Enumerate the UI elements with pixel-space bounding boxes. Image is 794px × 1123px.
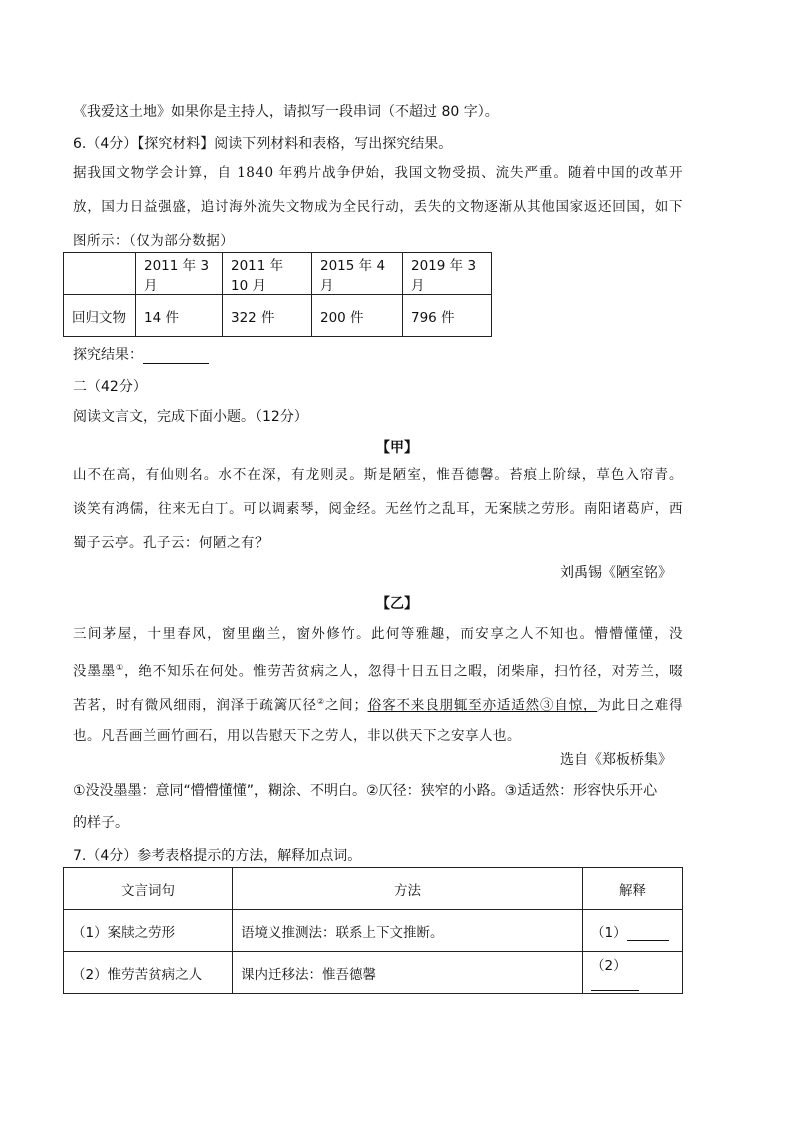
passage-line: 谈笑有鸿儒，往来无白丁。可以调素琴，阅金经。无丝竹之乱耳，无案牍之劳形。南阳诸葛庐，西	[73, 501, 683, 517]
table-cell: 322 件	[223, 295, 312, 337]
table-header-cell: 2019 年 3 月	[403, 253, 492, 295]
table-header-cell: 2011 年 10 月	[223, 253, 312, 295]
passage-jia-source: 刘禹锡《陋室铭》	[560, 565, 672, 581]
table-cell: （1）案牍之劳形	[64, 910, 233, 952]
table-header-cell: 2011 年 3 月	[136, 253, 223, 295]
footnote-marker: ②	[316, 697, 325, 706]
answer-blank[interactable]	[591, 974, 639, 991]
material-line: 据我国文物学会计算，自 1840 年鸦片战争伊始，我国文物受损、流失严重。随着中国的改革开	[73, 165, 683, 181]
answer-cell[interactable]: （1）	[583, 910, 683, 952]
table-header-cell: 方法	[233, 868, 583, 910]
table-cell: 796 件	[403, 295, 492, 337]
result-label: 探究结果：	[73, 347, 143, 363]
artifact-return-table	[63, 252, 492, 337]
passage-jia-title: 【甲】	[376, 440, 418, 456]
table-row-label: 回归文物	[64, 295, 136, 337]
table-header-cell: 解释	[583, 868, 683, 910]
passage-jia	[73, 458, 683, 560]
answer-cell[interactable]: （2）	[583, 952, 683, 994]
passage-yi-title: 【乙】	[376, 596, 418, 612]
passage-line: 山不在高，有仙则名。水不在深，有龙则灵。斯是陋室，惟吾德馨。苔痕上阶绿，草色入帘青。	[73, 467, 683, 483]
passage-line: 三间茅屋，十里春风，窗里幽兰，窗外修竹。此何等雅趣，而安享之人不知也。懵懵懂懂，没	[73, 626, 683, 642]
question-6-heading: 6.（4分）【探究材料】阅读下列材料和表格，写出探究结果。	[73, 136, 453, 152]
passage-yi	[73, 617, 683, 753]
table-header-cell: 文言词句	[64, 868, 233, 910]
passage-line: 蜀子云亭。孔子云：何陋之有？	[73, 535, 269, 551]
table-cell: 课内迁移法：惟吾德馨	[233, 952, 583, 994]
passage-line: 也。凡吾画兰画竹画石，用以告慰天下之劳人，非以供天下之安享人也。	[73, 728, 521, 744]
word-explanation-table	[63, 867, 683, 994]
footnote-marker: ①	[116, 663, 125, 672]
section-2-title: 二（42分）	[73, 379, 147, 395]
previous-question-tail: 《我爱这土地》如果你是主持人，请拟写一段串词（不超过 80 字）。	[73, 104, 499, 120]
question-7-heading: 7.（4分）参考表格提示的方法，解释加点词。	[73, 848, 362, 864]
table-header-cell: 2015 年 4 月	[312, 253, 403, 295]
passage-line: 苦茗，时有微风细雨，润泽于疏篱仄径②之间；俗客不来良朋辄至亦适适然③自惊，为此日之难得	[73, 697, 684, 714]
table-cell: （2）惟劳苦贫病之人	[64, 952, 233, 994]
passage-yi-source: 选自《郑板桥集》	[560, 752, 672, 768]
table-cell: 200 件	[312, 295, 403, 337]
underlined-sentence: 俗客不来良朋辄至亦适适然③自惊，	[367, 697, 598, 714]
material-line: 放，国力日益强盛，追讨海外流失文物成为全民行动，丢失的文物逐渐从其他国家返还回国，如下	[73, 199, 683, 215]
answer-blank[interactable]	[627, 924, 669, 941]
annotation-line: 的样子。	[73, 815, 129, 831]
result-answer-blank[interactable]	[143, 347, 209, 364]
section-2-instruction: 阅读文言文，完成下面小题。（12分）	[73, 409, 308, 425]
table-cell: 语境义推测法：联系上下文推断。	[233, 910, 583, 952]
annotation-line: ①没没墨墨：意同“懵懵懂懂”，糊涂、不明白。②仄径：狭窄的小路。③适适然：形容快乐开心	[73, 783, 658, 799]
material-line: 图所示：（仅为部分数据）	[73, 233, 235, 249]
table-corner-cell	[64, 253, 136, 295]
result-line	[73, 344, 209, 364]
table-cell: 14 件	[136, 295, 223, 337]
passage-line: 没墨墨①，绝不知乐在何处。惟劳苦贫病之人，忽得十日五日之暇，闭柴扉，扫竹径，对芳兰，啜	[73, 663, 684, 680]
q6-material	[73, 156, 683, 258]
